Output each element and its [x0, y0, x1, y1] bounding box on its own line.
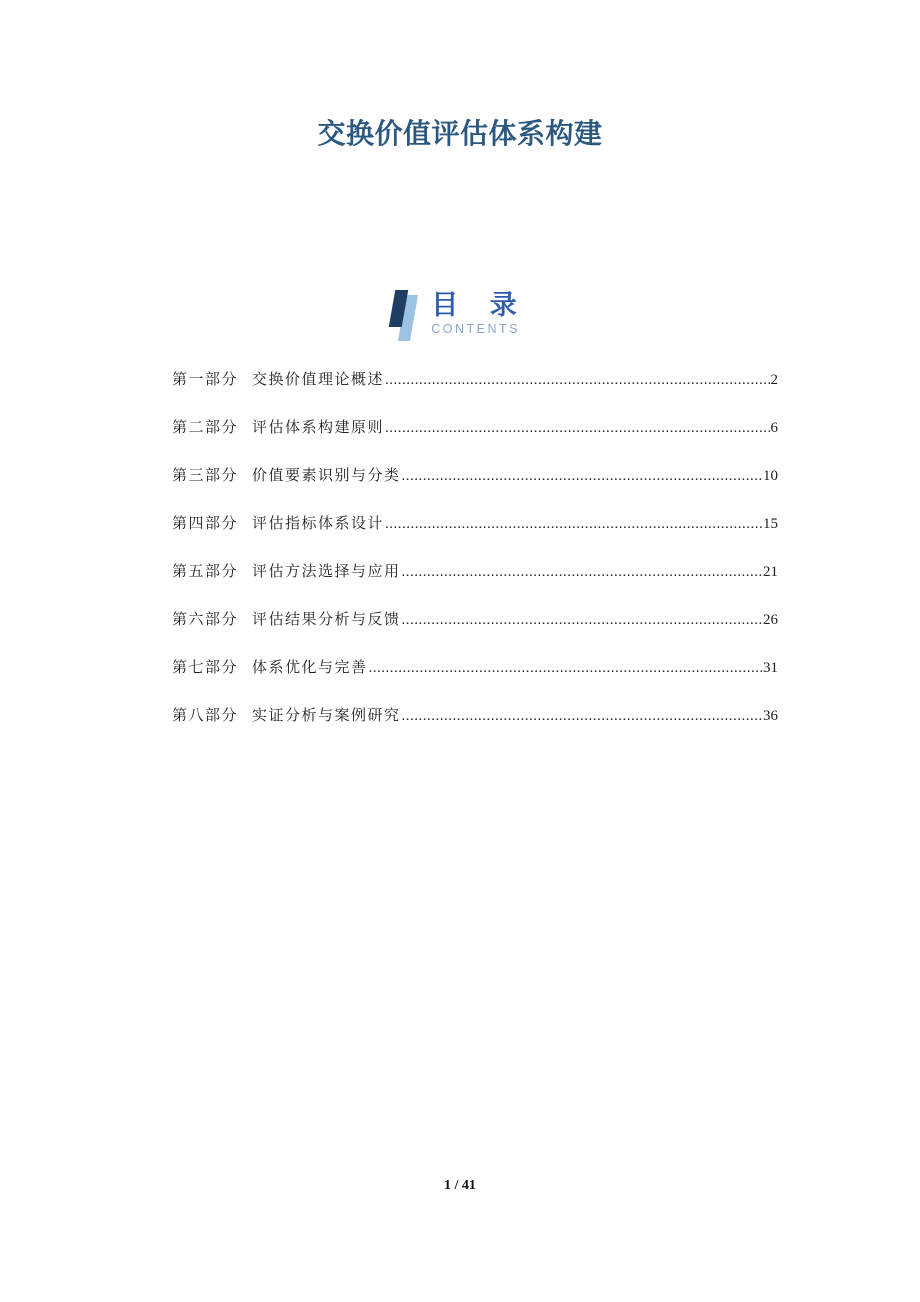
- toc-leader-dots: [385, 516, 762, 533]
- toc-entry-page: 31: [763, 660, 778, 676]
- toc-subheading: CONTENTS: [431, 322, 520, 336]
- toc-leader-dots: [385, 420, 769, 437]
- toc-list: [172, 362, 778, 746]
- toc-entry-title: 评估方法选择与应用: [252, 564, 401, 580]
- toc-entry-page: 21: [763, 564, 778, 580]
- toc-heading: 目 录: [431, 290, 529, 320]
- toc-entry-page: 36: [763, 708, 778, 724]
- toc-leader-dots: [402, 564, 762, 581]
- toc-entry[interactable]: [172, 602, 778, 650]
- toc-entry-page: 26: [763, 612, 778, 628]
- toc-entry-title: 评估体系构建原则: [252, 420, 385, 436]
- toc-entry-title: 评估结果分析与反馈: [252, 612, 401, 628]
- toc-entry-page: 10: [763, 468, 778, 484]
- toc-entry-part: 第四部分: [172, 516, 239, 532]
- toc-entry-part: 第六部分: [172, 612, 239, 628]
- toc-entry-title: 交换价值理论概述: [252, 372, 385, 388]
- toc-entry-title: 实证分析与案例研究: [252, 708, 401, 724]
- toc-entry-part: 第八部分: [172, 708, 239, 724]
- toc-leader-dots: [402, 468, 762, 485]
- page-footer: [0, 1178, 920, 1194]
- toc-heading-group: [431, 290, 529, 336]
- toc-entry-page: 6: [770, 420, 778, 436]
- page-number: 1 / 41: [444, 1178, 476, 1193]
- toc-entry-part: 第五部分: [172, 564, 239, 580]
- toc-logo-icon: [391, 290, 421, 348]
- toc-entry[interactable]: [172, 506, 778, 554]
- toc-entry-part: 第二部分: [172, 420, 239, 436]
- document-title: 交换价值评估体系构建: [317, 118, 603, 149]
- toc-leader-dots: [385, 372, 769, 389]
- toc-entry-title: 价值要素识别与分类: [252, 468, 401, 484]
- toc-entry[interactable]: [172, 650, 778, 698]
- toc-entry[interactable]: [172, 362, 778, 410]
- toc-entry-page: 15: [763, 516, 778, 532]
- toc-header: [0, 290, 920, 348]
- toc-entry-page: 2: [770, 372, 778, 388]
- toc-leader-dots: [369, 660, 762, 677]
- toc-entry[interactable]: [172, 554, 778, 602]
- toc-entry[interactable]: [172, 410, 778, 458]
- toc-entry-title: 体系优化与完善: [252, 660, 368, 676]
- toc-leader-dots: [402, 612, 762, 629]
- toc-entry[interactable]: [172, 458, 778, 506]
- toc-entry-part: 第一部分: [172, 372, 239, 388]
- toc-entry[interactable]: [172, 698, 778, 746]
- toc-leader-dots: [402, 708, 762, 725]
- toc-entry-title: 评估指标体系设计: [252, 516, 385, 532]
- toc-entry-part: 第七部分: [172, 660, 239, 676]
- toc-entry-part: 第三部分: [172, 468, 239, 484]
